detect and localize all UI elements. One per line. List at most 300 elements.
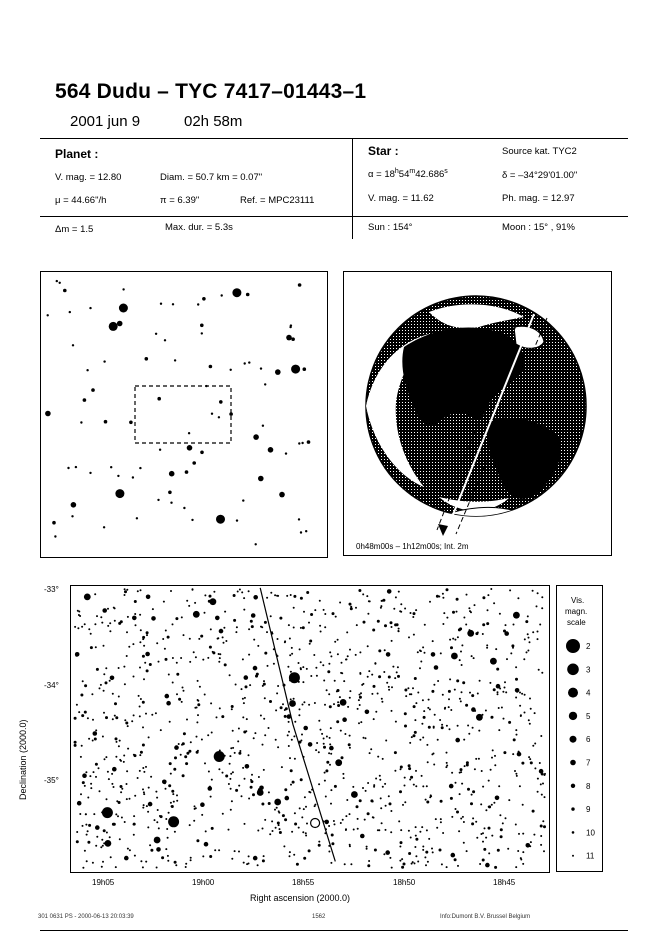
sky-star: [228, 829, 230, 831]
sky-star: [324, 626, 326, 628]
sky-star: [95, 845, 97, 847]
sky-star: [143, 645, 145, 647]
sky-star: [337, 653, 339, 655]
sky-star: [403, 863, 406, 866]
sky-star: [93, 731, 98, 736]
sky-star: [321, 733, 323, 735]
sky-star: [155, 791, 157, 793]
sky-star: [450, 646, 453, 649]
sky-star: [91, 693, 93, 695]
sky-star: [156, 847, 161, 852]
finder-star-field: [41, 272, 326, 556]
sky-star: [320, 631, 322, 633]
sky-star: [244, 697, 246, 699]
sky-star: [74, 741, 77, 744]
sky-star: [325, 769, 328, 772]
sky-star: [316, 742, 318, 744]
sky-star: [261, 803, 264, 806]
sky-star: [324, 772, 326, 774]
sky-star: [127, 725, 129, 727]
scale-label-mag-10: 10: [586, 828, 595, 838]
sky-star: [182, 774, 185, 777]
sky-star: [248, 855, 250, 857]
sky-star: [340, 822, 342, 824]
sky-star: [114, 702, 117, 705]
sky-star: [105, 681, 108, 684]
finder-star: [103, 526, 105, 528]
sky-star: [542, 783, 544, 785]
sky-star: [532, 590, 534, 592]
sky-star: [340, 699, 347, 706]
sky-star: [201, 814, 203, 816]
sky-star: [310, 675, 312, 677]
planet-diam: Diam. = 50.7 km = 0.07": [160, 172, 263, 183]
sky-star: [302, 831, 304, 833]
sky-star: [167, 837, 169, 839]
finder-star: [298, 442, 300, 444]
finder-star: [157, 499, 159, 501]
sky-star: [287, 734, 289, 736]
sky-star: [503, 751, 506, 754]
sky-star: [350, 606, 352, 608]
sky-star: [168, 784, 171, 787]
sky-star: [173, 768, 176, 771]
sky-star: [388, 676, 391, 679]
sky-star: [149, 663, 152, 666]
sky-star: [501, 707, 503, 709]
sky-star: [497, 691, 499, 693]
sky-star: [154, 837, 161, 844]
sky-star: [500, 828, 503, 831]
sky-star: [466, 761, 469, 764]
sky-star: [472, 817, 474, 819]
finder-star: [219, 400, 223, 404]
sky-star: [232, 747, 234, 749]
sky-star: [486, 647, 488, 649]
finder-star: [174, 359, 176, 361]
sky-star: [274, 799, 281, 806]
sky-star: [529, 723, 531, 725]
sky-star: [394, 751, 397, 754]
finder-star: [197, 303, 199, 305]
sky-star: [524, 712, 526, 714]
sky-star: [117, 815, 119, 817]
sky-star: [475, 821, 477, 823]
sky-star: [328, 752, 330, 754]
sky-star: [504, 681, 506, 683]
sky-star: [253, 595, 258, 600]
sky-star: [190, 741, 192, 743]
sky-star: [176, 673, 179, 676]
sky-star: [513, 738, 516, 741]
sky-star: [323, 609, 325, 611]
sky-star: [248, 590, 250, 592]
sky-star: [329, 746, 334, 751]
sky-star: [194, 805, 196, 807]
sky-star: [333, 820, 335, 822]
sky-star: [224, 663, 227, 666]
sky-star: [346, 631, 348, 633]
sky-star: [197, 750, 199, 752]
sky-star: [151, 616, 156, 621]
sky-star: [139, 770, 141, 772]
finder-star: [264, 383, 266, 385]
sky-star: [357, 818, 359, 820]
sky-star: [245, 764, 250, 769]
sky-star: [314, 805, 316, 807]
sky-star: [201, 739, 203, 741]
sky-star: [87, 797, 89, 799]
sky-star: [504, 631, 509, 636]
finder-star: [211, 413, 213, 415]
sky-star: [186, 600, 188, 602]
sky-star: [195, 656, 197, 658]
sky-star: [102, 608, 107, 613]
sky-star: [440, 800, 443, 803]
sky-star: [514, 770, 516, 772]
sky-star: [515, 729, 517, 731]
sky-star: [370, 799, 373, 802]
sky-star: [214, 751, 225, 762]
scale-label-mag-6: 6: [586, 735, 591, 745]
sky-star: [93, 771, 95, 773]
sky-star: [168, 816, 179, 827]
sky-star: [134, 600, 137, 603]
sky-star: [433, 684, 435, 686]
sky-star: [211, 827, 214, 830]
sky-star: [95, 646, 97, 648]
finder-star: [89, 307, 91, 309]
sky-star: [268, 802, 271, 805]
sky-star: [276, 692, 278, 694]
sky-star: [124, 821, 126, 823]
sky-star: [277, 746, 279, 748]
sky-star: [165, 848, 167, 850]
sky-star: [396, 671, 398, 673]
sky-star: [120, 620, 123, 623]
sky-star: [512, 753, 514, 755]
sky-star: [95, 825, 100, 830]
sky-star: [378, 649, 381, 652]
sky-star: [302, 681, 304, 683]
sky-star: [251, 613, 256, 618]
sky-star: [469, 610, 471, 612]
sky-star: [394, 677, 396, 679]
x-axis-label: Right ascension (2000.0): [250, 893, 351, 903]
ytick-33: -33°: [44, 585, 59, 594]
sky-star: [541, 794, 543, 796]
finder-star: [305, 530, 307, 532]
sky-star: [515, 678, 518, 681]
sky-star: [170, 802, 172, 804]
sky-star: [284, 641, 286, 643]
sky-star: [289, 672, 300, 683]
sky-star: [86, 860, 88, 862]
sky-star: [482, 596, 485, 599]
sky-star: [105, 716, 108, 719]
sky-star: [425, 799, 427, 801]
sky-star: [537, 638, 539, 640]
magnitude-scale: [556, 585, 603, 872]
sky-star: [533, 834, 535, 836]
sky-star: [147, 811, 149, 813]
sky-star: [349, 690, 351, 692]
sky-star: [222, 636, 224, 638]
sky-star: [471, 822, 474, 825]
sky-star: [456, 679, 459, 682]
sky-star: [204, 594, 206, 596]
sky-star: [457, 636, 459, 638]
sky-star: [404, 785, 406, 787]
sky-star: [412, 861, 414, 863]
sky-star: [522, 804, 524, 806]
sky-star: [356, 624, 358, 626]
sky-star: [189, 638, 191, 640]
sky-star: [504, 687, 506, 689]
asteroid-path: [260, 588, 335, 862]
finder-star: [201, 332, 203, 334]
sky-star: [331, 842, 334, 845]
sky-star: [398, 630, 400, 632]
sky-star: [375, 778, 377, 780]
sky-star: [196, 839, 199, 842]
sky-star: [109, 836, 111, 838]
star-heading: Star :: [368, 144, 399, 158]
sky-star: [446, 588, 449, 591]
sky-star: [539, 762, 541, 764]
finder-star: [67, 467, 69, 469]
finder-star: [109, 322, 118, 331]
sky-star: [460, 818, 462, 820]
sky-star: [408, 767, 411, 770]
sky-star: [116, 741, 118, 743]
sky-star: [465, 704, 468, 707]
sky-star: [209, 855, 212, 858]
sky-star: [80, 756, 82, 758]
sky-star: [263, 769, 265, 771]
sky-star: [126, 770, 128, 772]
sky-star: [107, 625, 109, 627]
sky-star: [273, 663, 275, 665]
sky-star: [379, 779, 381, 781]
sky-star: [391, 640, 393, 642]
sky-star: [516, 775, 518, 777]
finder-star: [80, 421, 82, 423]
sky-star: [242, 658, 244, 660]
sky-star: [318, 841, 320, 843]
sky-star: [221, 715, 224, 718]
sky-star: [94, 623, 96, 625]
finder-star: [218, 416, 220, 418]
sky-star: [258, 776, 260, 778]
sky-star: [181, 616, 183, 618]
sky-star: [323, 743, 325, 745]
sky-star: [367, 676, 369, 678]
sky-star: [340, 730, 342, 732]
sky-star: [77, 610, 79, 612]
sky-star: [113, 823, 116, 826]
sky-star: [489, 682, 491, 684]
sky-star: [114, 620, 116, 622]
sky-star: [506, 658, 508, 660]
finder-star: [230, 369, 232, 371]
sky-star: [139, 641, 141, 643]
sky-star: [390, 621, 393, 624]
finder-star: [258, 476, 264, 482]
sky-star: [124, 719, 126, 721]
sky-star: [269, 700, 272, 703]
sky-star: [419, 739, 421, 741]
sky-star: [425, 851, 428, 854]
sky-star: [103, 712, 105, 714]
sky-star: [330, 789, 332, 791]
sky-star: [248, 654, 250, 656]
sky-star: [174, 861, 177, 864]
sky-star: [231, 800, 233, 802]
sky-star: [439, 849, 442, 852]
sky-star: [174, 756, 177, 759]
sky-star: [334, 641, 336, 643]
sky-star: [373, 685, 376, 688]
sky-star: [232, 771, 234, 773]
sky-star: [196, 721, 198, 723]
sky-star: [421, 826, 423, 828]
sky-star: [145, 861, 147, 863]
sky-star: [367, 812, 370, 815]
sky-star: [493, 602, 495, 604]
finder-star: [71, 515, 73, 517]
sky-star: [282, 814, 285, 817]
sky-star: [263, 718, 265, 720]
finder-star: [307, 440, 311, 444]
sky-star: [255, 675, 258, 678]
sky-star: [521, 693, 523, 695]
sky-star: [482, 633, 484, 635]
sky-star: [119, 759, 121, 761]
sky-star: [252, 793, 255, 796]
sky-star: [199, 686, 201, 688]
sky-star: [318, 751, 320, 753]
sky-star: [469, 692, 471, 694]
sky-star: [467, 788, 470, 791]
sky-star: [415, 609, 417, 611]
planet-parallax: π = 6.39": [160, 195, 200, 206]
sky-star: [197, 700, 199, 702]
sky-star: [414, 862, 416, 864]
sky-star: [81, 745, 83, 747]
sky-star: [260, 715, 262, 717]
sky-star: [389, 857, 391, 859]
sky-star: [319, 625, 321, 627]
sky-star: [157, 809, 159, 811]
sky-star: [185, 762, 188, 765]
sky-star: [461, 664, 463, 666]
sky-star: [459, 659, 461, 661]
sky-star: [158, 661, 160, 663]
sky-star: [292, 781, 295, 784]
sky-star: [400, 766, 403, 769]
sky-star: [305, 832, 307, 834]
sky-star: [385, 829, 387, 831]
globe-caption: 0h48m00s – 1h12m00s; Int. 2m: [356, 542, 469, 551]
sky-star: [190, 857, 192, 859]
sky-star: [139, 667, 141, 669]
sky-star: [397, 675, 400, 678]
sky-star: [452, 611, 455, 614]
sky-star: [92, 862, 94, 864]
sky-star: [215, 616, 220, 621]
sky-star: [149, 844, 151, 846]
sky-star: [82, 867, 84, 869]
sky-star: [293, 607, 295, 609]
sky-star: [482, 832, 484, 834]
sky-star: [318, 783, 320, 785]
sky-star: [300, 778, 303, 781]
sky-star: [133, 754, 135, 756]
sky-star: [414, 719, 416, 721]
sky-star: [299, 648, 301, 650]
sky-star: [480, 803, 482, 805]
sky-star: [291, 739, 293, 741]
sky-star: [488, 806, 490, 808]
sky-star: [270, 592, 272, 594]
finder-star: [164, 339, 166, 341]
sky-star: [517, 752, 522, 757]
sky-star: [456, 598, 459, 601]
sky-star: [254, 732, 256, 734]
sky-star: [164, 648, 166, 650]
sky-star: [112, 693, 114, 695]
sky-star: [109, 622, 111, 624]
sky-star: [124, 856, 129, 861]
sky-star: [133, 824, 135, 826]
sky-star: [412, 616, 414, 618]
sky-star: [398, 628, 400, 630]
sky-star: [212, 651, 214, 653]
sky-star: [289, 855, 291, 857]
sky-star: [494, 764, 496, 766]
sky-star: [428, 699, 430, 701]
sky-star: [415, 826, 417, 828]
scale-dot-mag-11: [572, 855, 574, 857]
sky-star: [319, 600, 321, 602]
sky-star: [315, 667, 317, 669]
sky-star: [347, 706, 349, 708]
delta-mag: Δm = 1.5: [55, 224, 94, 235]
sky-star: [359, 696, 362, 699]
sky-star: [510, 652, 512, 654]
sky-star: [121, 817, 123, 819]
sky-star: [334, 680, 336, 682]
sky-star: [350, 863, 352, 865]
scale-title-2: magn.: [565, 607, 588, 616]
sky-star: [170, 590, 172, 592]
sky-star: [327, 670, 330, 673]
sky-star: [332, 612, 335, 615]
sky-star: [262, 859, 265, 862]
finder-star: [157, 397, 161, 401]
sky-star: [370, 748, 372, 750]
sky-star: [407, 687, 409, 689]
globe-map: [344, 272, 610, 554]
finder-chart: [40, 271, 328, 558]
sky-star: [397, 666, 399, 668]
sky-star: [123, 761, 125, 763]
sky-star: [330, 803, 332, 805]
sky-star: [178, 698, 181, 701]
sky-star: [424, 624, 426, 626]
sky-star: [452, 638, 454, 640]
